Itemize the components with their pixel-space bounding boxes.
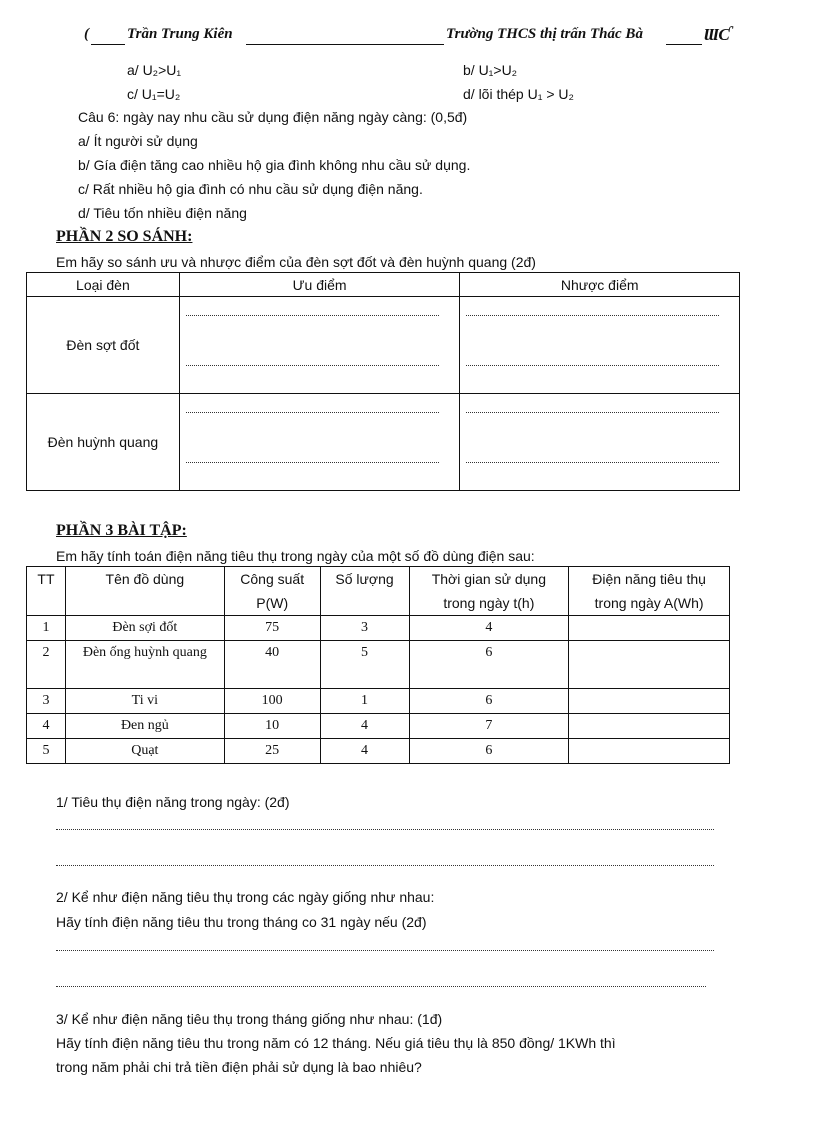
cell-energy[interactable] xyxy=(569,616,730,641)
table-row xyxy=(27,739,730,764)
cell-tt: 1 xyxy=(27,616,66,641)
header-paren: ( xyxy=(84,26,89,42)
answer-cell[interactable] xyxy=(179,297,460,394)
cell-tt: 2 xyxy=(27,641,66,689)
cell-power: 100 xyxy=(224,689,320,714)
comparison-row xyxy=(27,394,740,491)
cell-time: 6 xyxy=(409,689,569,714)
q5-option-c: c/ U₁=U₂ xyxy=(127,86,181,102)
answer-cell[interactable] xyxy=(179,394,460,491)
table-row xyxy=(27,714,730,739)
question-1: 1/ Tiêu thụ điện năng trong ngày: (2đ) xyxy=(56,794,290,810)
header-rule-3 xyxy=(666,44,702,45)
answer-cell[interactable] xyxy=(460,394,740,491)
row-label: Đèn sợt đốt xyxy=(27,297,180,394)
header-rule-2 xyxy=(246,44,444,45)
cell-name: Quạt xyxy=(65,739,224,764)
table-row xyxy=(27,641,730,689)
column-header: Thời gian sử dụng trong ngày t(h) xyxy=(409,567,569,616)
column-header: Công suất P(W) xyxy=(224,567,320,616)
q6-option-d: d/ Tiêu tốn nhiều điện năng xyxy=(78,205,247,221)
part2-instruction: Em hãy so sánh ưu và nhược điểm của đèn sợt đốt và đèn huỳnh quang (2đ) xyxy=(56,254,536,270)
column-header: Tên đồ dùng xyxy=(65,567,224,616)
cell-power: 10 xyxy=(224,714,320,739)
exercise-table xyxy=(26,566,730,764)
q6-title: Câu 6: ngày nay nhu cầu sử dụng điện năng ngày càng: (0,5đ) xyxy=(78,109,468,125)
answer-line[interactable] xyxy=(56,829,714,830)
cell-tt: 5 xyxy=(27,739,66,764)
comparison-header-row xyxy=(27,273,740,297)
cell-power: 75 xyxy=(224,616,320,641)
cell-time: 4 xyxy=(409,616,569,641)
cell-time: 6 xyxy=(409,641,569,689)
q6-option-a: a/ Ít người sử dụng xyxy=(78,133,198,149)
cell-name: Đèn sợi đốt xyxy=(65,616,224,641)
cell-tt: 3 xyxy=(27,689,66,714)
cell-tt: 4 xyxy=(27,714,66,739)
answer-line[interactable] xyxy=(56,950,714,951)
cell-qty: 4 xyxy=(320,739,409,764)
cell-qty: 3 xyxy=(320,616,409,641)
comparison-row xyxy=(27,297,740,394)
answer-line[interactable] xyxy=(56,865,714,866)
answer-line[interactable] xyxy=(56,986,706,987)
column-header: TT xyxy=(27,567,66,616)
q5-option-d: d/ lõi thép U₁ > U₂ xyxy=(463,86,574,102)
exercise-header-row xyxy=(27,567,730,616)
q6-option-c: c/ Rất nhiều hộ gia đình có nhu cầu sử dụng điện năng. xyxy=(78,181,423,197)
cell-power: 40 xyxy=(224,641,320,689)
cell-time: 7 xyxy=(409,714,569,739)
part3-instruction: Em hãy tính toán điện năng tiêu thụ trong ngày của một số đồ dùng điện sau: xyxy=(56,548,535,564)
column-header: Số lượng xyxy=(320,567,409,616)
cell-qty: 4 xyxy=(320,714,409,739)
cell-power: 25 xyxy=(224,739,320,764)
cell-qty: 5 xyxy=(320,641,409,689)
question-3-line-3: trong năm phải chi trả tiền điện phải sử dụng là bao nhiêu? xyxy=(56,1059,422,1075)
header-school: Trường THCS thị trấn Thác Bà xyxy=(446,26,643,42)
cell-qty: 1 xyxy=(320,689,409,714)
column-header: Ưu điểm xyxy=(179,273,460,297)
column-header: Nhược điểm xyxy=(460,273,740,297)
question-2-line-1: 2/ Kể như điện năng tiêu thụ trong các ngày giống như nhau: xyxy=(56,889,435,905)
cell-time: 6 xyxy=(409,739,569,764)
q6-option-b: b/ Gía điện tăng cao nhiều hộ gia đình không nhu cầu sử dụng. xyxy=(78,157,471,173)
cell-energy[interactable] xyxy=(569,739,730,764)
answer-cell[interactable] xyxy=(460,297,740,394)
cell-name: Đèn ống huỳnh quang xyxy=(65,641,224,689)
question-3-line-2: Hãy tính điện năng tiêu thu trong năm có 12 tháng. Nếu giá tiêu thụ là 850 đồng/ 1KWh thì xyxy=(56,1035,616,1051)
q5-option-a: a/ U₂>U₁ xyxy=(127,62,182,78)
column-header: Điện năng tiêu thụ trong ngày A(Wh) xyxy=(569,567,730,616)
row-label: Đèn huỳnh quang xyxy=(27,394,180,491)
part2-heading: PHẦN 2 SO SÁNH: xyxy=(56,228,193,245)
cell-name: Ti vi xyxy=(65,689,224,714)
table-row xyxy=(27,689,730,714)
header-rule-1 xyxy=(91,44,125,45)
question-3-line-1: 3/ Kể như điện năng tiêu thụ trong tháng giống như nhau: (1đ) xyxy=(56,1011,443,1027)
cell-energy[interactable] xyxy=(569,714,730,739)
header-logo: ƜƇ xyxy=(704,25,730,44)
part3-heading: PHẦN 3 BÀI TẬP: xyxy=(56,522,187,539)
question-2-line-2: Hãy tính điện năng tiêu thu trong tháng co 31 ngày nếu (2đ) xyxy=(56,914,427,930)
q5-option-b: b/ U₁>U₂ xyxy=(463,62,518,78)
comparison-table xyxy=(26,272,740,491)
header-author: Trần Trung Kiên xyxy=(127,26,233,42)
cell-energy[interactable] xyxy=(569,641,730,689)
table-row xyxy=(27,616,730,641)
column-header: Loại đèn xyxy=(27,273,180,297)
cell-energy[interactable] xyxy=(569,689,730,714)
cell-name: Đen ngủ xyxy=(65,714,224,739)
